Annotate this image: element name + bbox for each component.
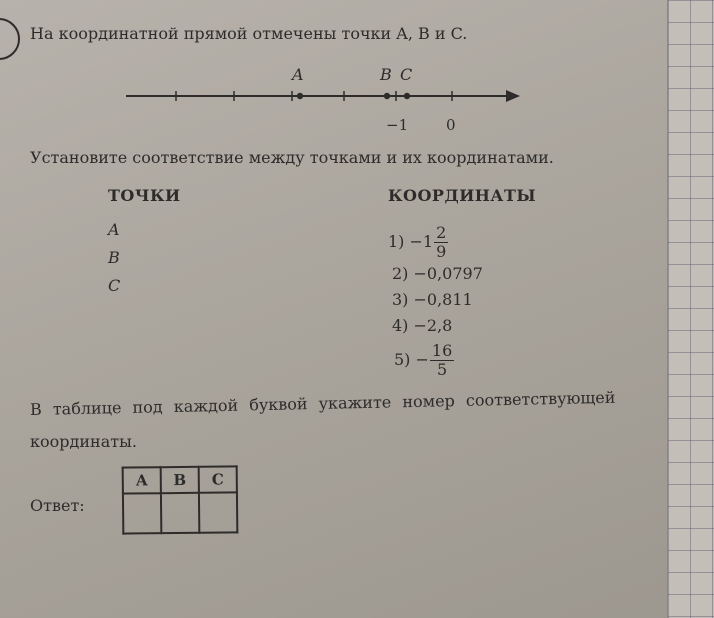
graph-paper-edge [667, 0, 714, 618]
tick-label-minus-one: −1 [386, 116, 409, 134]
coord-option-4: 4) −2,8 [392, 316, 453, 335]
answer-header-b: B [161, 467, 199, 493]
answer-cell-b[interactable] [161, 493, 199, 533]
instruction-text: Установите соответствие между точками и их координатами. [30, 148, 554, 167]
coord-option-1 [388, 224, 448, 261]
option-1-numerator: 2 [436, 223, 447, 242]
option-1-denominator: 9 [436, 242, 447, 261]
point-c-item: C [108, 276, 121, 295]
number-line [120, 62, 530, 138]
option-5-denominator: 5 [437, 360, 448, 379]
table-instruction-line-1: В таблице под каждой буквой укажите номер соответствующей [29, 387, 616, 419]
point-a-dot [297, 93, 303, 99]
option-5-fraction [430, 342, 454, 379]
option-1-prefix: 1) −1 [388, 232, 434, 251]
answer-header-a: A [123, 467, 161, 493]
number-line-arrow [506, 90, 520, 102]
answer-cell-a[interactable] [123, 493, 161, 533]
coord-option-5 [394, 342, 454, 379]
points-column-header: ТОЧКИ [108, 186, 181, 205]
option-5-prefix: 5) − [394, 350, 429, 369]
coord-option-2: 2) −0,0797 [392, 264, 483, 283]
point-a-label: A [292, 65, 304, 84]
coord-option-3: 3) −0,811 [392, 290, 473, 309]
point-a-item: A [108, 220, 120, 239]
option-5-numerator: 16 [431, 341, 453, 360]
task-title: На координатной прямой отмечены точки A, B и C. [30, 24, 468, 43]
point-c-label: C [400, 65, 413, 84]
point-b-item: B [108, 248, 120, 267]
task-number-circle [0, 18, 20, 60]
point-b-dot [384, 93, 390, 99]
coords-column-header: КООРДИНАТЫ [388, 186, 537, 205]
option-1-fraction [434, 224, 448, 261]
table-instruction-line-2: координаты. [30, 432, 137, 451]
answer-table [122, 465, 239, 534]
point-c-dot [404, 93, 410, 99]
answer-cell-c[interactable] [199, 492, 237, 532]
answer-label: Ответ: [30, 496, 85, 515]
answer-header-c: C [199, 466, 237, 492]
tick-label-zero: 0 [446, 116, 456, 134]
point-b-label: B [380, 65, 392, 84]
